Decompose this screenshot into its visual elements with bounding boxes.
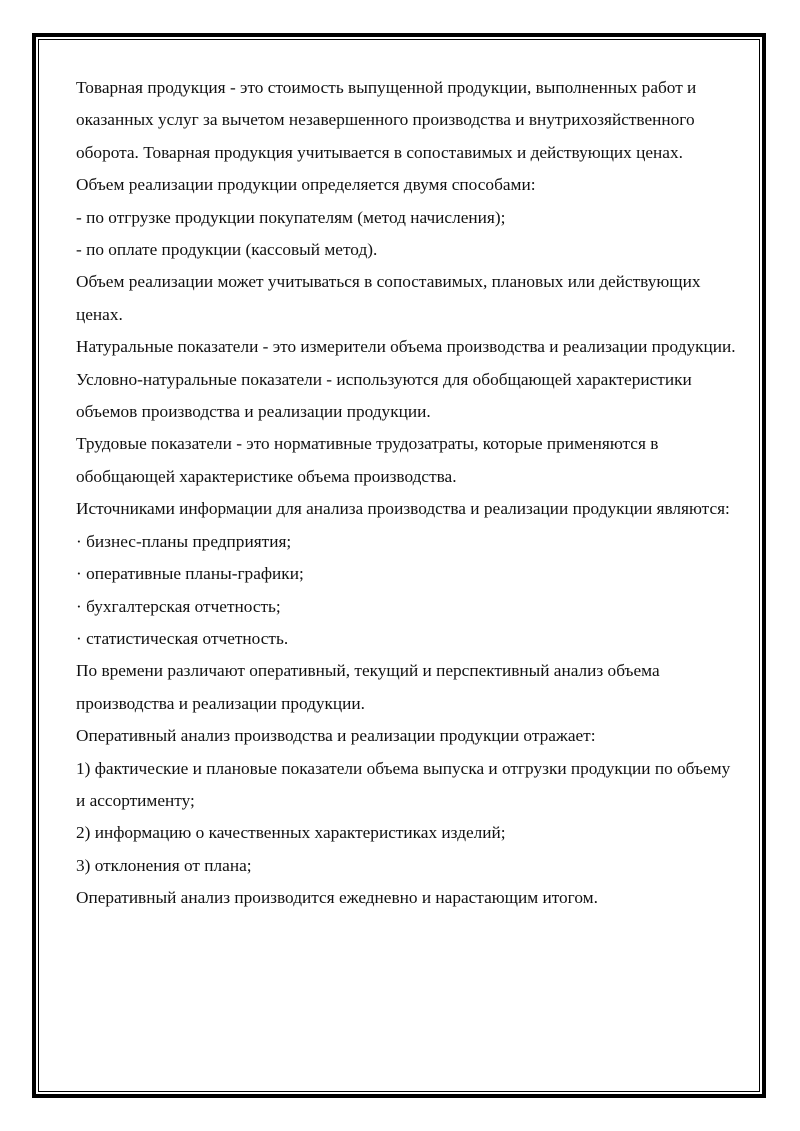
paragraph-information-sources: Источниками информации для анализа производства и реализации продукции являются: [76,499,730,519]
list-item-plan-deviations: 3) отклонения от плана; [76,855,252,875]
paragraph-conditional-natural-indicators: Условно-натуральные показатели - используются для обобщающей характеристики объемов производства и реализации продукции. [76,369,692,422]
list-item-accounting-reports: · бухгалтерская отчетность; [76,596,281,616]
paragraph-sales-prices: Объем реализации может учитываться в сопоставимых, плановых или действующих ценах. [76,272,701,324]
list-item-actual-planned: 1) фактические и плановые показатели объема выпуска и отгрузки продукции по объему и ассортименту; [76,758,731,810]
paragraph-sales-volume-methods: Объем реализации продукции определяется двумя способами: [76,175,536,195]
paragraph-operational-daily: Оперативный анализ производится ежедневно и нарастающим итогом. [76,888,598,908]
list-item-business-plans: · бизнес-планы предприятия; [76,531,292,551]
document-body [76,72,736,915]
list-item-quality-info: 2) информацию о качественных характеристиках изделий; [76,823,506,843]
paragraph-labor-indicators: Трудовые показатели - это нормативные трудозатраты, которые применяются в обобщающей характеристике объема производства. [76,434,659,486]
list-item-operational-schedules: · оперативные планы-графики; [76,564,304,584]
paragraph-natural-indicators: Натуральные показатели - это измерители объема производства и реализации продукции. [76,337,736,357]
paragraph-method-payment: - по оплате продукции (кассовый метод). [76,240,378,260]
paragraph-analysis-types: По времени различают оперативный, текущий и перспективный анализ объема производства и реализации продукции. [76,661,660,713]
paragraph-operational-analysis: Оперативный анализ производства и реализации продукции отражает: [76,726,596,746]
paragraph-marketable-products: Товарная продукция - это стоимость выпущенной продукции, выполненных работ и оказанных услуг за вычетом незавершенного производства и внутрихозяйственного оборота. Товарная продукция учитывается в сопоставимых и действующих ценах. [76,78,697,162]
list-item-statistical-reports: · статистическая отчетность. [76,628,289,648]
paragraph-method-shipment: - по отгрузке продукции покупателям (метод начисления); [76,207,506,227]
